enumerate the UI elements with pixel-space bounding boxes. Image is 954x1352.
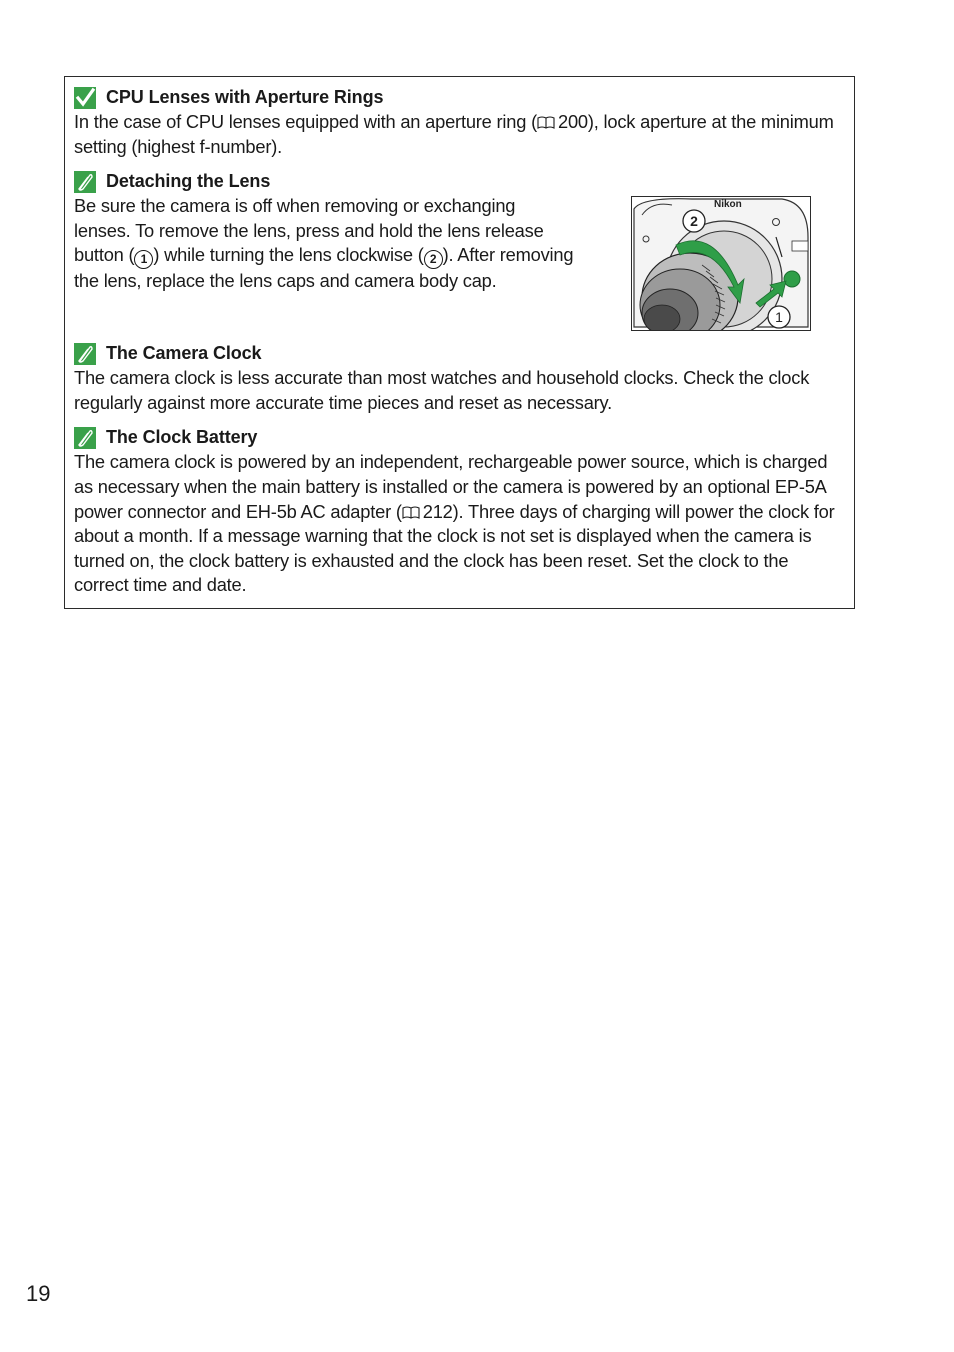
note-heading — [74, 425, 844, 450]
note-clock-battery — [74, 425, 844, 598]
body-text: In the case of CPU lenses equipped with an aperture ring ( — [74, 111, 537, 132]
step-2-marker: 2 — [424, 250, 443, 269]
body-text: ) while turning the lens clockwise ( — [153, 244, 424, 266]
brand-label: Nikon — [714, 199, 742, 211]
pencil-icon — [74, 171, 96, 193]
note-heading — [74, 341, 844, 366]
page-number: 19 — [26, 1281, 51, 1306]
pencil-icon — [74, 343, 96, 365]
note-heading — [74, 85, 844, 110]
callout-1: 1 — [775, 309, 783, 326]
body-text: ), lock aperture at the minimum setting (highest f-number). — [74, 111, 834, 157]
step-1-marker: 1 — [134, 250, 153, 269]
note-heading — [74, 169, 844, 194]
note-body — [74, 110, 844, 159]
note-detaching-lens — [74, 169, 844, 331]
note-body: The camera clock is less accurate than most watches and household clocks. Check the clock regularly against more accurate time pieces and reset as necessary. — [74, 367, 810, 413]
note-title: CPU Lenses with Aperture Rings — [106, 87, 384, 107]
book-icon — [537, 116, 555, 129]
note-camera-clock — [74, 341, 844, 415]
note-cpu-lenses — [74, 85, 844, 159]
note-title: The Clock Battery — [106, 427, 258, 448]
body-text: ). Three days of charging will power the clock for about a month. If a message warning that the clock is not set is displayed when the camera is turned on, the clock battery is exhausted and the clock has been reset. Set the clock to the correct time and date. — [74, 500, 835, 596]
note-title: The Camera Clock — [106, 343, 262, 364]
body-text: Be sure the camera is off when removing or exchanging lenses. To remove the lens, press and hold the lens release button ( — [74, 195, 544, 266]
note-body — [74, 194, 574, 294]
page-ref[interactable]: 200 — [557, 111, 588, 132]
page-ref[interactable]: 212 — [422, 500, 453, 522]
note-body — [74, 450, 844, 598]
book-icon — [402, 506, 420, 519]
callout-2: 2 — [690, 213, 698, 230]
pencil-icon — [74, 427, 96, 449]
check-icon — [74, 87, 96, 109]
notes-box — [64, 76, 855, 609]
note-title: Detaching the Lens — [106, 171, 271, 192]
body-text: ). After removing the lens, replace the lens caps and camera body cap. — [74, 244, 574, 292]
body-text: The camera clock is powered by an independent, rechargeable power source, which is charged as necessary when the main battery is installed or the camera is powered by an optional EP-5A power connector and EH-5b AC adapter ( — [74, 451, 828, 522]
detach-content — [74, 194, 844, 331]
lens-removal-illustration — [631, 196, 811, 331]
